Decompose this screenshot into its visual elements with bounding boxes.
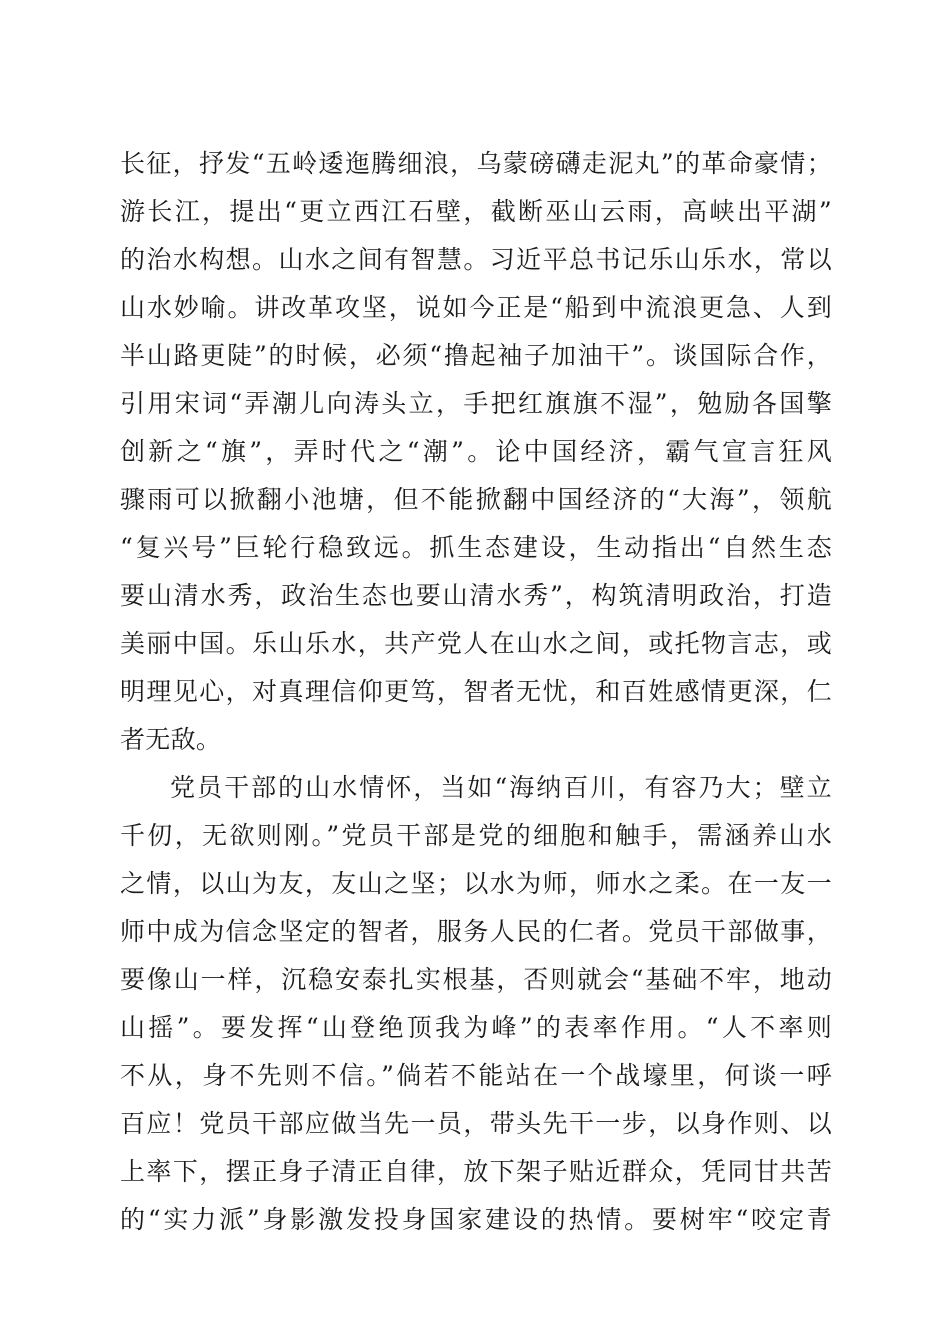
paragraph-1-line: 的治水构想。山水之间有智慧。习近平总书记乐山乐水，常以	[120, 245, 832, 274]
paragraph-2-line: 的“实力派”身影激发投身国家建设的热情。要树牢“咬定青	[120, 1205, 832, 1234]
paragraph-2-line: 山摇”。要发挥“山登绝顶我为峰”的表率作用。“人不率则	[120, 1013, 832, 1042]
paragraph-1-line: 山水妙喻。讲改革攻坚，说如今正是“船到中流浪更急、人到	[120, 293, 832, 322]
paragraph-2-line: 之情，以山为友，友山之坚；以水为师，师水之柔。在一友一	[120, 869, 832, 898]
paragraph-2-line: 要像山一样，沉稳安泰扎实根基，否则就会“基础不牢，地动	[120, 965, 832, 994]
paragraph-1-line: 游长江，提出“更立西江石壁，截断巫山云雨，高峡出平湖”	[120, 197, 832, 226]
paragraph-2-line: 千仞，无欲则刚。”党员干部是党的细胞和触手，需涵养山水	[120, 821, 832, 850]
paragraph-1-line: 创新之“旗”，弄时代之“潮”。论中国经济，霸气宣言狂风	[120, 437, 832, 466]
paragraph-2-line: 不从，身不先则不信。”倘若不能站在一个战壕里，何谈一呼	[120, 1061, 832, 1090]
paragraph-1-line: 明理见心，对真理信仰更笃，智者无忧，和百姓感情更深，仁	[120, 677, 832, 706]
paragraph-1-line: 者无敌。	[120, 725, 222, 754]
paragraph-1-line: 引用宋词“弄潮儿向涛头立，手把红旗旗不湿”，勉励各国擎	[120, 389, 832, 418]
paragraph-1-line: 美丽中国。乐山乐水，共产党人在山水之间，或托物言志，或	[120, 629, 832, 658]
paragraph-1-line: “复兴号”巨轮行稳致远。抓生态建设，生动指出“自然生态	[120, 533, 832, 562]
paragraph-2-line: 师中成为信念坚定的智者，服务人民的仁者。党员干部做事，	[120, 917, 832, 946]
paragraph-2-line: 党员干部的山水情怀，当如“海纳百川，有容乃大；壁立	[170, 773, 832, 802]
paragraph-2-line: 百应！党员干部应做当先一员，带头先干一步，以身作则、以	[120, 1109, 832, 1138]
paragraph-1-line: 长征，抒发“五岭逶迤腾细浪，乌蒙磅礴走泥丸”的革命豪情；	[120, 149, 832, 178]
paragraph-1-line: 半山路更陡”的时候，必须“撸起袖子加油干”。谈国际合作，	[120, 341, 832, 370]
paragraph-1-line: 骤雨可以掀翻小池塘，但不能掀翻中国经济的“大海”，领航	[120, 485, 832, 514]
paragraph-1-line: 要山清水秀，政治生态也要山清水秀”，构筑清明政治，打造	[120, 581, 832, 610]
paragraph-2-line: 上率下，摆正身子清正自律，放下架子贴近群众，凭同甘共苦	[120, 1157, 832, 1186]
